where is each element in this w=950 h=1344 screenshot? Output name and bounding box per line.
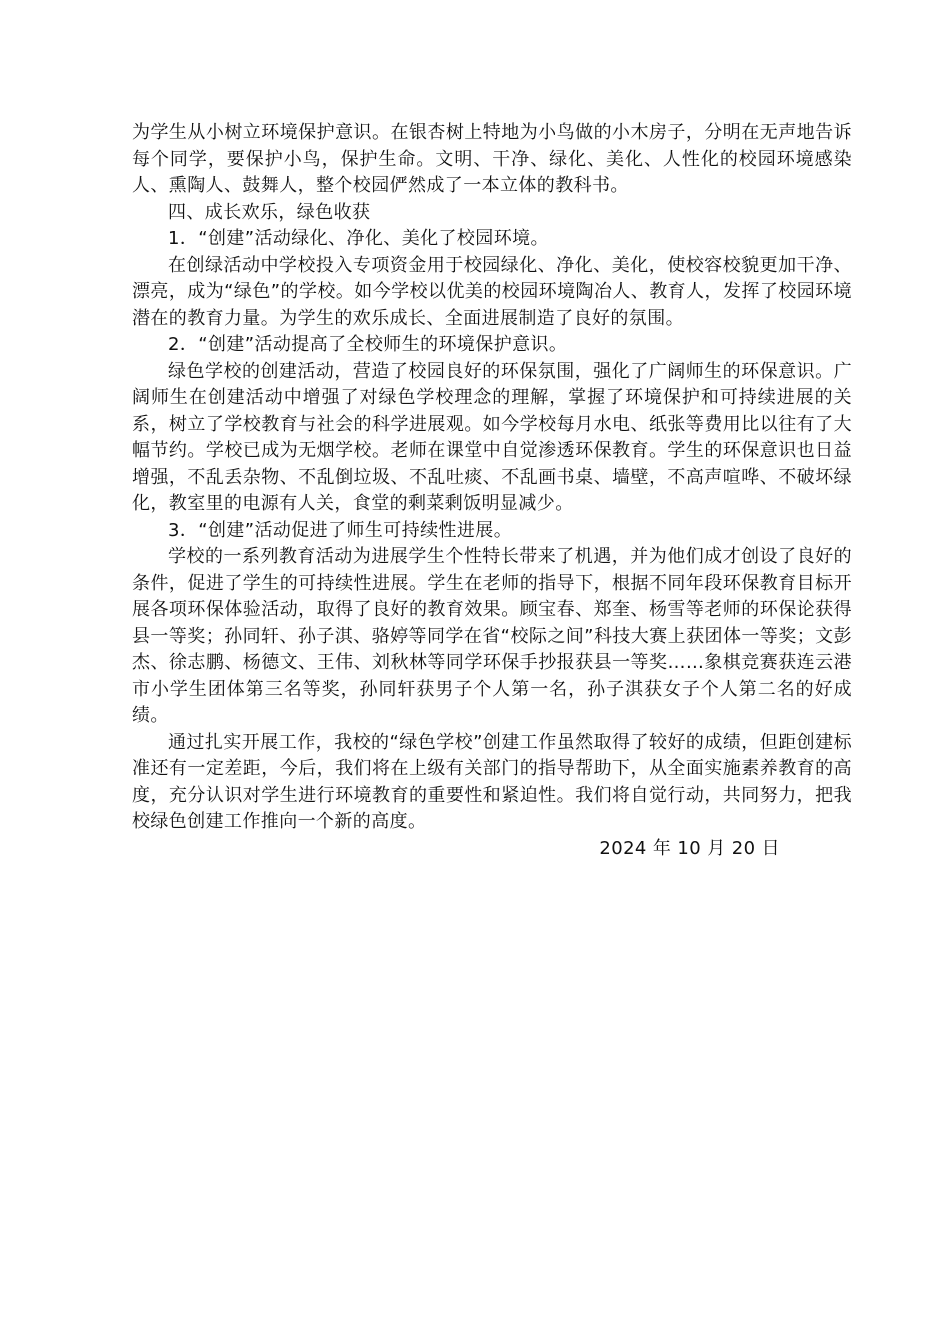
- paragraph-campus-environment: 在创绿活动中学校投入专项资金用于校园绿化、净化、美化，使校容校貌更加干净、漂亮，成为“绿色”的学校。如今学校以优美的校园环境陶冶人、教育人，发挥了校园环境潜在的教育力量。为学生的欢乐成长、全面进展制造了良好的氛围。: [132, 254, 852, 329]
- section-heading-growth-harvest: 四、成长欢乐，绿色收获: [168, 201, 371, 223]
- paragraph-environmental-awareness: 绿色学校的创建活动，营造了校园良好的环保氛围，强化了广阔师生的环保意识。广阔师生在创建活动中增强了对绿色学校理念的理解，掌握了环境保护和可持续进展的关系，树立了学校教育与社会的科学进展观。如今学校每月水电、纸张等费用比以往有了大幅节约。学校已成为无烟学校。老师在课堂中自觉渗透环保教育。学生的环保意识也日益增强，不乱丢杂物、不乱倒垃圾、不乱吐痰、不乱画书桌、墙壁，不高声喧哗、不破坏绿化，教室里的电源有人关，食堂的剩菜剩饭明显减少。: [132, 360, 852, 514]
- document-body: [132, 120, 852, 862]
- document-date: 2024 年 10 月 20 日: [599, 837, 780, 859]
- subheading-environmental-awareness: 2．“创建”活动提高了全校师生的环境保护意识。: [168, 334, 568, 355]
- paragraph-conclusion: 通过扎实开展工作，我校的“绿色学校”创建工作虽然取得了较好的成绩，但距创建标准还有一定差距，今后，我们将在上级有关部门的指导帮助下，从全面实施素养教育的高度，充分认识对学生进行环境教育的重要性和紧迫性。我们将自觉行动，共同努力，把我校绿色创建工作推向一个新的高度。: [132, 731, 852, 832]
- subheading-sustainable-development: 3．“创建”活动促进了师生可持续性进展。: [168, 519, 513, 541]
- paragraph-continuation: 为学生从小树立环境保护意识。在银杏树上特地为小鸟做的小木房子，分明在无声地告诉每个同学，要保护小鸟，保护生命。文明、干净、绿化、美化、人性化的校园环境感染人、熏陶人、鼓舞人，整个校园俨然成了一本立体的教科书。: [132, 122, 852, 196]
- paragraph-sustainable-development: 学校的一系列教育活动为进展学生个性特长带来了机遇，并为他们成才创设了良好的条件，促进了学生的可持续性进展。学生在老师的指导下，根据不同年段环保教育目标开展各项环保体验活动，取得了良好的教育效果。顾宝春、郑奎、杨雪等老师的环保论获得县一等奖；孙同轩、孙子淇、骆婷等同学在省“校际之间”科技大赛上获团体一等奖；文彭杰、徐志鹏、杨德文、王伟、刘秋林等同学环保手抄报获县一等奖……象棋竞赛获连云港市小学生团体第三名等奖，孙同轩获男子个人第一名，孙子淇获女子个人第二名的好成绩。: [132, 546, 852, 726]
- subheading-campus-environment: 1．“创建”活动绿化、净化、美化了校园环境。: [168, 228, 549, 249]
